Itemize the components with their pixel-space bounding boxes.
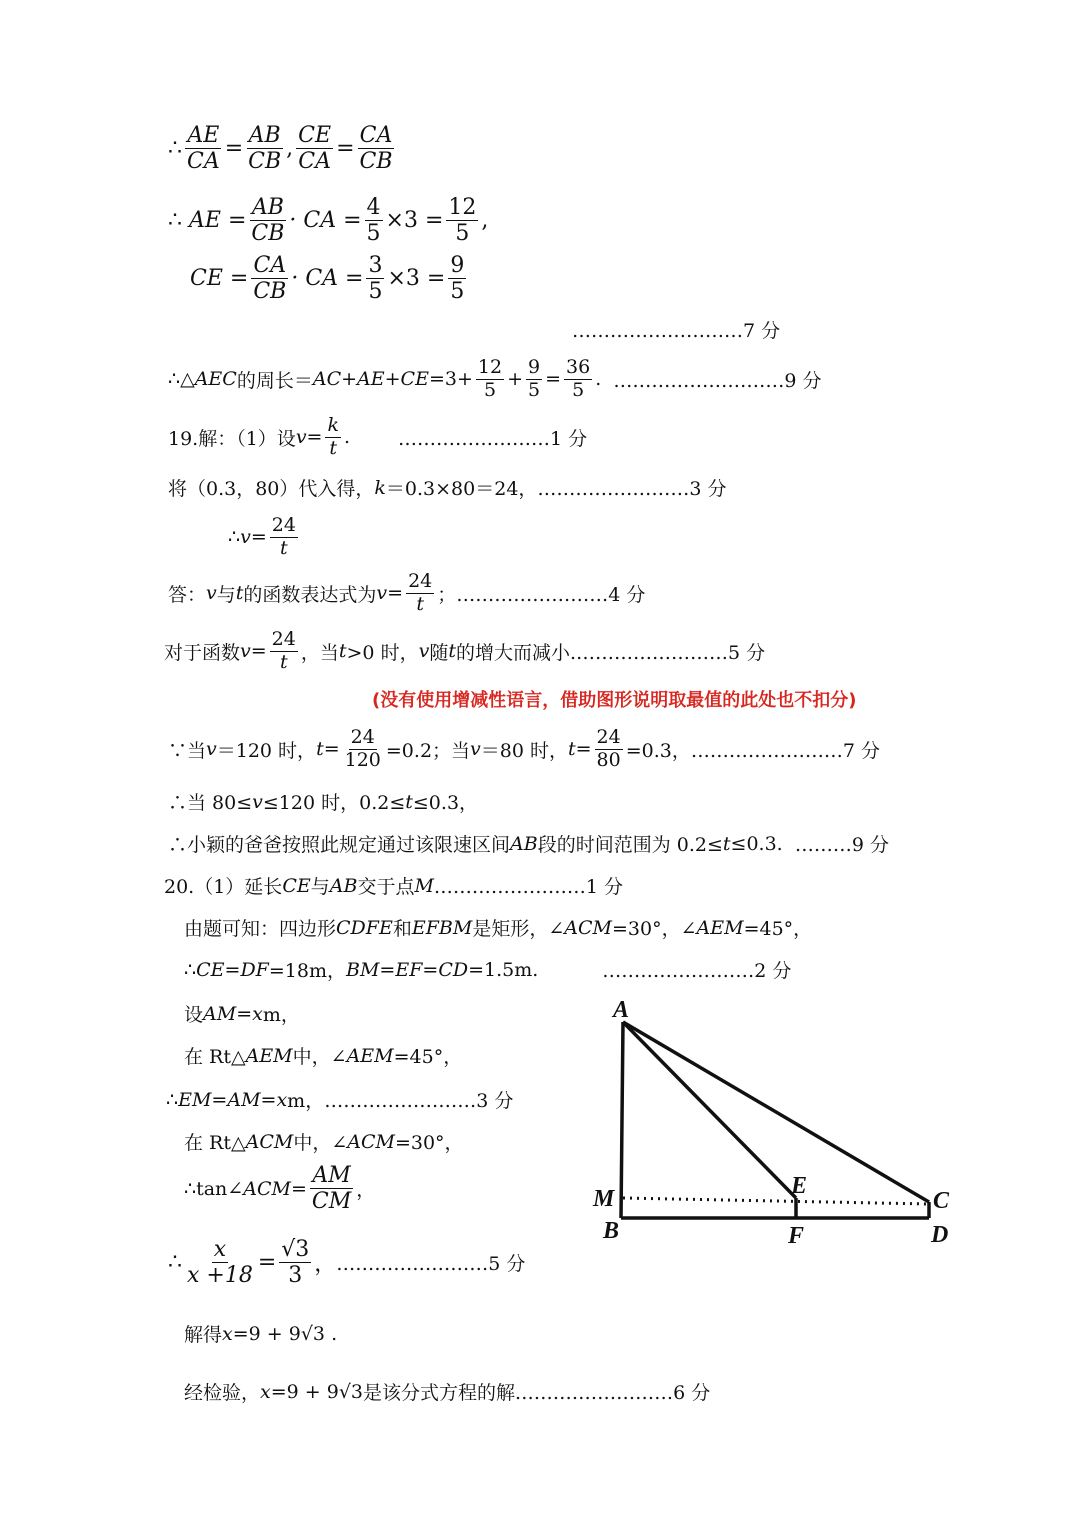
score-mark: ……………………5 分 — [576, 641, 766, 664]
fraction: $\frac{24}{t}$ — [271, 628, 296, 673]
q20-rt-aem: 在 Rt△ AEM 中，∠ AEM =45°， — [184, 1044, 463, 1068]
fraction: $\frac{9}{5}$ — [450, 253, 465, 305]
q19-answer: 答： v 与 t 的函数表达式为 v = $\frac{24}{t}$ ； ……………………4 分 — [168, 570, 646, 615]
fraction: $\frac{k}{t}$ — [327, 414, 339, 459]
q19-setup: 19.解：（1）设 v = $\frac{k}{t}$ . ……………………1 分 — [168, 414, 588, 459]
label-c: C — [933, 1188, 950, 1214]
fraction: $\frac{AB}{CB}$ — [248, 123, 282, 175]
fraction: $\frac{AB}{CB}$ — [251, 195, 285, 247]
fraction: $\frac{12}{5}$ — [477, 356, 503, 401]
segment-mc-dotted — [623, 1198, 929, 1204]
score-mark: ……………………4 分 — [456, 583, 646, 606]
label-e: E — [791, 1173, 808, 1199]
segment-ac — [623, 1022, 929, 1202]
label-m: M — [593, 1186, 615, 1212]
score-mark: ………………………7 分 — [572, 320, 781, 342]
label-b: B — [603, 1218, 620, 1244]
fraction: $\frac{CE}{CA}$ — [298, 123, 332, 175]
fraction: $\frac{x}{x +18}$ — [187, 1237, 253, 1289]
fraction: $\frac{24}{t}$ — [408, 570, 433, 615]
score-mark: ……………………2 分 — [602, 960, 792, 982]
q20-tan: ∴tan∠ ACM = $\frac{AM}{CM}$ ， — [184, 1163, 376, 1215]
q19-range: ∴当 80≤ v ≤120 时，0.2≤ t ≤0.3， — [168, 790, 479, 814]
ae-calculation: ∴ AE = $\frac{AB}{CB}$ · CA = $\frac{4}{5}$ ×3 = $\frac{12}{5}$ , — [168, 195, 489, 247]
q20-rt-acm: 在 Rt△ ACM 中，∠ ACM =30°， — [184, 1130, 464, 1154]
q20-lengths: ∴ CE = DF =18m， BM = EF = CD =1.5m. ……………………2 分 — [184, 956, 791, 983]
ce-calculation: CE = $\frac{CA}{CB}$ · CA = $\frac{3}{5}$ ×3 = $\frac{9}{5}$ — [190, 253, 465, 305]
score-mark: ……………………3 分 — [537, 478, 727, 500]
q20-let: 设 AM = x m， — [184, 1002, 300, 1026]
fraction: $\frac{24}{t}$ — [271, 514, 296, 559]
fraction: $\frac{CA}{CB}$ — [253, 253, 287, 305]
q19-conclusion: ∴小颖的爸爸按照此规定通过该限速区间 AB 段的时间范围为 0.2≤ t ≤0.3. ………9 分 — [168, 830, 889, 857]
fraction: $\frac{AM}{CM}$ — [311, 1163, 352, 1215]
fraction: $\frac{4}{5}$ — [366, 195, 381, 247]
proportion-line: ∴ $\frac{AE}{CA}$ = $\frac{AB}{CB}$ , $\frac{CE}{CA}$ = $\frac{CA}{CB}$ — [168, 123, 393, 175]
q20-equation: ∴ $\frac{x}{x +18}$ = $\frac{√3}{3}$ ， ……………………5 分 — [168, 1237, 526, 1289]
score-mark: ……………………7 分 — [690, 739, 881, 762]
fraction: $\frac{3}{5}$ — [368, 253, 383, 305]
score-mark: ………9 分 — [794, 834, 889, 856]
fraction: $\frac{24}{120}$ — [344, 726, 381, 771]
score-mark: ……………………1 分 — [433, 876, 624, 898]
fraction: $\frac{24}{80}$ — [596, 726, 621, 771]
label-f: F — [788, 1223, 805, 1249]
q19-substitute: 将（0.3，80）代入得， k ＝0.3×80＝24， ……………………3 分 — [168, 474, 727, 501]
fraction: $\frac{9}{5}$ — [528, 356, 541, 401]
fraction: $\frac{12}{5}$ — [448, 195, 477, 247]
therefore-symbol: ∴ — [168, 136, 182, 162]
q19-monotonic: 对于函数 v = $\frac{24}{t}$ ，当 t >0 时， v 随 t 的增大而减小. ……………………5 分 — [164, 628, 766, 673]
q19-result: ∴ v = $\frac{24}{t}$ — [228, 514, 296, 559]
q19-bounds: ∵当 v ＝120 时， t = $\frac{24}{120}$ =0.2；当 v ＝80 时， t = $\frac{24}{80}$ =0.3， ……………………7 分 — [168, 726, 881, 771]
score-mark: ……………………1 分 — [398, 427, 588, 450]
q20-given: 由题可知：四边形 CDFE 和 EFBM 是矩形，∠ ACM =30°，∠ AEM =45°， — [184, 916, 813, 940]
label-a: A — [613, 997, 630, 1023]
label-d: D — [931, 1222, 949, 1248]
q20-solve: 解得 x =9 + 9√3 . — [184, 1322, 338, 1346]
score-mark: ……………………3 分 — [324, 1090, 514, 1112]
geometry-figure — [585, 992, 965, 1252]
perimeter-line: ∴△ AEC 的周长＝ AC+AE+CE =3+ $\frac{12}{5}$ + $\frac{9}{5}$ = $\frac{36}{5}$ . ………………………9 分 — [168, 356, 822, 401]
fraction: $\frac{36}{5}$ — [566, 356, 591, 401]
score-mark: ………………………9 分 — [613, 369, 822, 392]
fraction: $\frac{√3}{3}$ — [281, 1237, 310, 1289]
score-mark: ……………………5 分 — [336, 1253, 526, 1276]
segment-ab — [621, 1022, 623, 1218]
q20-extend: 20.（1）延长 CE 与 AB 交于点 M ……………………1 分 — [164, 872, 623, 899]
fraction: $\frac{AE}{CA}$ — [187, 123, 220, 175]
score-mark: ……………………6 分 — [521, 1382, 711, 1404]
q20-check: 经检验， x =9 + 9√3 是该分式方程的解. ……………………6 分 — [184, 1378, 710, 1405]
q20-em: ∴ EM = AM = x m， ……………………3 分 — [166, 1086, 513, 1113]
grading-note: (没有使用增减性语言，借助图形说明取最值的此处也不扣分) — [372, 690, 857, 711]
fraction: $\frac{CA}{CB}$ — [359, 123, 393, 175]
